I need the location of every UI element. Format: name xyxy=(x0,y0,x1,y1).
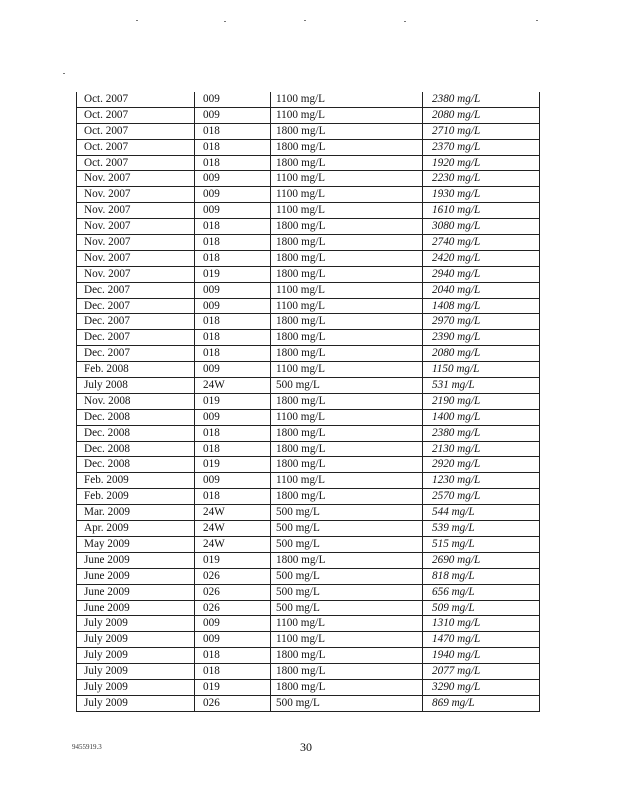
cell-result: 1230 mg/L xyxy=(432,474,481,487)
table-row xyxy=(76,251,540,267)
cell-limit: 1800 mg/L xyxy=(276,251,326,264)
table-row xyxy=(76,680,540,696)
cell-result: 2570 mg/L xyxy=(432,490,481,503)
cell-date: July 2009 xyxy=(84,696,128,709)
cell-outfall: 019 xyxy=(203,267,220,280)
cell-result: 2370 mg/L xyxy=(432,140,481,153)
cell-date: Dec. 2007 xyxy=(84,299,130,312)
table-row xyxy=(76,299,540,315)
cell-outfall: 009 xyxy=(203,363,220,376)
cell-limit: 1800 mg/L xyxy=(276,156,326,169)
cell-date: Nov. 2007 xyxy=(84,204,131,217)
table-row xyxy=(76,648,540,664)
cell-outfall: 019 xyxy=(203,553,220,566)
cell-limit: 1100 mg/L xyxy=(276,633,325,646)
table-row xyxy=(76,156,540,172)
table-row xyxy=(76,601,540,617)
cell-limit: 500 mg/L xyxy=(276,537,320,550)
table-row xyxy=(76,442,540,458)
cell-outfall: 018 xyxy=(203,426,220,439)
cell-limit: 1800 mg/L xyxy=(276,394,326,407)
cell-date: July 2009 xyxy=(84,665,128,678)
cell-result: 2940 mg/L xyxy=(432,267,481,280)
cell-result: 2920 mg/L xyxy=(432,458,481,471)
cell-result: 1400 mg/L xyxy=(432,410,481,423)
cell-result: 2690 mg/L xyxy=(432,553,481,566)
cell-date: Nov. 2007 xyxy=(84,236,131,249)
cell-limit: 1100 mg/L xyxy=(276,204,325,217)
cell-limit: 1800 mg/L xyxy=(276,236,326,249)
table-row xyxy=(76,426,540,442)
cell-limit: 500 mg/L xyxy=(276,379,320,392)
cell-outfall: 026 xyxy=(203,696,220,709)
cell-date: Feb. 2008 xyxy=(84,363,129,376)
cell-result: 2080 mg/L xyxy=(432,108,481,121)
cell-limit: 1800 mg/L xyxy=(276,315,326,328)
cell-result: 1940 mg/L xyxy=(432,649,481,662)
cell-outfall: 009 xyxy=(203,410,220,423)
cell-result: 2230 mg/L xyxy=(432,172,481,185)
cell-limit: 1800 mg/L xyxy=(276,553,326,566)
cell-date: Mar. 2009 xyxy=(84,506,130,519)
table-row xyxy=(76,457,540,473)
table-row xyxy=(76,664,540,680)
cell-result: 2077 mg/L xyxy=(432,665,481,678)
cell-result: 1610 mg/L xyxy=(432,204,481,217)
cell-limit: 1100 mg/L xyxy=(276,188,325,201)
cell-outfall: 018 xyxy=(203,124,220,137)
cell-result: 544 mg/L xyxy=(432,506,475,519)
cell-outfall: 018 xyxy=(203,649,220,662)
cell-result: 2710 mg/L xyxy=(432,124,481,137)
table-row xyxy=(76,696,540,712)
cell-date: Oct. 2007 xyxy=(84,140,129,153)
cell-limit: 1100 mg/L xyxy=(276,299,325,312)
table-body xyxy=(76,92,540,712)
cell-outfall: 24W xyxy=(203,522,225,535)
table-row xyxy=(76,378,540,394)
table-row xyxy=(76,553,540,569)
cell-limit: 1100 mg/L xyxy=(276,363,325,376)
cell-date: June 2009 xyxy=(84,569,130,582)
cell-result: 2080 mg/L xyxy=(432,347,481,360)
cell-date: Nov. 2007 xyxy=(84,188,131,201)
cell-limit: 500 mg/L xyxy=(276,522,320,535)
table-row xyxy=(76,108,540,124)
cell-result: 3290 mg/L xyxy=(432,680,481,693)
cell-date: Oct. 2007 xyxy=(84,124,129,137)
table-row xyxy=(76,314,540,330)
table-row xyxy=(76,616,540,632)
cell-result: 509 mg/L xyxy=(432,601,475,614)
cell-limit: 500 mg/L xyxy=(276,696,320,709)
cell-outfall: 018 xyxy=(203,665,220,678)
cell-limit: 1800 mg/L xyxy=(276,331,326,344)
cell-date: Oct. 2007 xyxy=(84,108,129,121)
cell-result: 1408 mg/L xyxy=(432,299,481,312)
cell-outfall: 019 xyxy=(203,458,220,471)
cell-result: 2040 mg/L xyxy=(432,283,481,296)
cell-outfall: 009 xyxy=(203,188,220,201)
table-row xyxy=(76,235,540,251)
cell-date: Dec. 2008 xyxy=(84,426,130,439)
cell-outfall: 026 xyxy=(203,569,220,582)
cell-result: 2190 mg/L xyxy=(432,394,481,407)
cell-limit: 500 mg/L xyxy=(276,601,320,614)
cell-outfall: 018 xyxy=(203,251,220,264)
cell-outfall: 009 xyxy=(203,204,220,217)
table-row xyxy=(76,489,540,505)
cell-outfall: 018 xyxy=(203,140,220,153)
cell-result: 1920 mg/L xyxy=(432,156,481,169)
table-row xyxy=(76,140,540,156)
cell-date: Dec. 2007 xyxy=(84,315,130,328)
cell-limit: 1100 mg/L xyxy=(276,108,325,121)
cell-limit: 1100 mg/L xyxy=(276,283,325,296)
cell-limit: 1800 mg/L xyxy=(276,267,326,280)
table-row xyxy=(76,187,540,203)
cell-outfall: 009 xyxy=(203,617,220,630)
cell-outfall: 009 xyxy=(203,172,220,185)
cell-date: Dec. 2008 xyxy=(84,410,130,423)
cell-limit: 1800 mg/L xyxy=(276,665,326,678)
cell-limit: 1800 mg/L xyxy=(276,442,326,455)
cell-date: Dec. 2008 xyxy=(84,442,130,455)
cell-date: Dec. 2008 xyxy=(84,458,130,471)
table-row xyxy=(76,346,540,362)
cell-date: Feb. 2009 xyxy=(84,474,129,487)
cell-limit: 1100 mg/L xyxy=(276,410,325,423)
cell-outfall: 018 xyxy=(203,347,220,360)
cell-limit: 1800 mg/L xyxy=(276,426,326,439)
table-row xyxy=(76,124,540,140)
cell-outfall: 018 xyxy=(203,315,220,328)
cell-result: 818 mg/L xyxy=(432,569,475,582)
cell-result: 1470 mg/L xyxy=(432,633,481,646)
table-row xyxy=(76,362,540,378)
cell-date: Oct. 2007 xyxy=(84,156,129,169)
cell-result: 2420 mg/L xyxy=(432,251,481,264)
table-row xyxy=(76,632,540,648)
page-number: 30 xyxy=(300,740,312,754)
cell-date: Oct. 2007 xyxy=(84,93,129,105)
cell-result: 2380 mg/L xyxy=(432,426,481,439)
document-code: 9455919.3 xyxy=(72,743,102,751)
cell-result: 1150 mg/L xyxy=(432,363,480,376)
cell-date: July 2009 xyxy=(84,633,128,646)
cell-outfall: 009 xyxy=(203,633,220,646)
table-row xyxy=(76,585,540,601)
table-row xyxy=(76,394,540,410)
cell-date: May 2009 xyxy=(84,537,130,550)
cell-outfall: 018 xyxy=(203,490,220,503)
cell-limit: 1800 mg/L xyxy=(276,458,326,471)
cell-outfall: 24W xyxy=(203,379,225,392)
cell-outfall: 24W xyxy=(203,506,225,519)
cell-limit: 500 mg/L xyxy=(276,506,320,519)
cell-result: 2390 mg/L xyxy=(432,331,481,344)
cell-result: 515 mg/L xyxy=(432,537,475,550)
cell-limit: 1800 mg/L xyxy=(276,220,326,233)
cell-limit: 1800 mg/L xyxy=(276,124,326,137)
cell-result: 1310 mg/L xyxy=(432,617,481,630)
table-row xyxy=(76,505,540,521)
cell-date: July 2008 xyxy=(84,379,128,392)
table-row xyxy=(76,283,540,299)
cell-outfall: 009 xyxy=(203,474,220,487)
cell-outfall: 009 xyxy=(203,93,220,105)
cell-date: July 2009 xyxy=(84,680,128,693)
cell-result: 539 mg/L xyxy=(432,522,475,535)
cell-date: Nov. 2008 xyxy=(84,394,131,407)
cell-result: 1930 mg/L xyxy=(432,188,481,201)
cell-result: 2380 mg/L xyxy=(432,93,481,105)
cell-outfall: 009 xyxy=(203,283,220,296)
table-row xyxy=(76,410,540,426)
table-row xyxy=(76,330,540,346)
cell-outfall: 018 xyxy=(203,236,220,249)
cell-result: 656 mg/L xyxy=(432,585,475,598)
cell-date: Nov. 2007 xyxy=(84,267,131,280)
cell-limit: 500 mg/L xyxy=(276,569,320,582)
cell-outfall: 018 xyxy=(203,156,220,169)
cell-limit: 1800 mg/L xyxy=(276,649,326,662)
table-row xyxy=(76,569,540,585)
table-row xyxy=(76,171,540,187)
cell-date: Dec. 2007 xyxy=(84,347,130,360)
cell-outfall: 026 xyxy=(203,601,220,614)
cell-outfall: 009 xyxy=(203,299,220,312)
cell-date: Nov. 2007 xyxy=(84,251,131,264)
table-row xyxy=(76,521,540,537)
cell-outfall: 019 xyxy=(203,680,220,693)
cell-date: Dec. 2007 xyxy=(84,331,130,344)
table-row xyxy=(76,203,540,219)
cell-outfall: 24W xyxy=(203,537,225,550)
cell-outfall: 018 xyxy=(203,331,220,344)
cell-limit: 1800 mg/L xyxy=(276,680,326,693)
cell-result: 531 mg/L xyxy=(432,379,475,392)
cell-date: Nov. 2007 xyxy=(84,220,131,233)
cell-outfall: 018 xyxy=(203,220,220,233)
cell-limit: 1100 mg/L xyxy=(276,172,325,185)
cell-outfall: 018 xyxy=(203,442,220,455)
cell-date: Apr. 2009 xyxy=(84,522,129,535)
table-row xyxy=(76,219,540,235)
cell-date: Nov. 2007 xyxy=(84,172,131,185)
cell-limit: 1800 mg/L xyxy=(276,347,326,360)
cell-date: June 2009 xyxy=(84,553,130,566)
cell-limit: 1100 mg/L xyxy=(276,474,325,487)
exceedance-table xyxy=(76,92,540,712)
table-row xyxy=(76,92,540,108)
cell-date: Feb. 2009 xyxy=(84,490,129,503)
cell-limit: 500 mg/L xyxy=(276,585,320,598)
cell-limit: 1800 mg/L xyxy=(276,490,326,503)
cell-limit: 1100 mg/L xyxy=(276,617,325,630)
cell-result: 2970 mg/L xyxy=(432,315,481,328)
cell-date: Dec. 2007 xyxy=(84,283,130,296)
cell-date: June 2009 xyxy=(84,601,130,614)
cell-result: 2740 mg/L xyxy=(432,236,481,249)
cell-date: July 2009 xyxy=(84,617,128,630)
table-row xyxy=(76,267,540,283)
table-row xyxy=(76,537,540,553)
table-row xyxy=(76,473,540,489)
cell-result: 2130 mg/L xyxy=(432,442,481,455)
cell-date: June 2009 xyxy=(84,585,130,598)
cell-outfall: 019 xyxy=(203,394,220,407)
cell-result: 869 mg/L xyxy=(432,696,475,709)
cell-limit: 1800 mg/L xyxy=(276,140,326,153)
cell-outfall: 009 xyxy=(203,108,220,121)
cell-limit: 1100 mg/L xyxy=(276,93,325,105)
cell-outfall: 026 xyxy=(203,585,220,598)
cell-date: July 2009 xyxy=(84,649,128,662)
cell-result: 3080 mg/L xyxy=(432,220,481,233)
